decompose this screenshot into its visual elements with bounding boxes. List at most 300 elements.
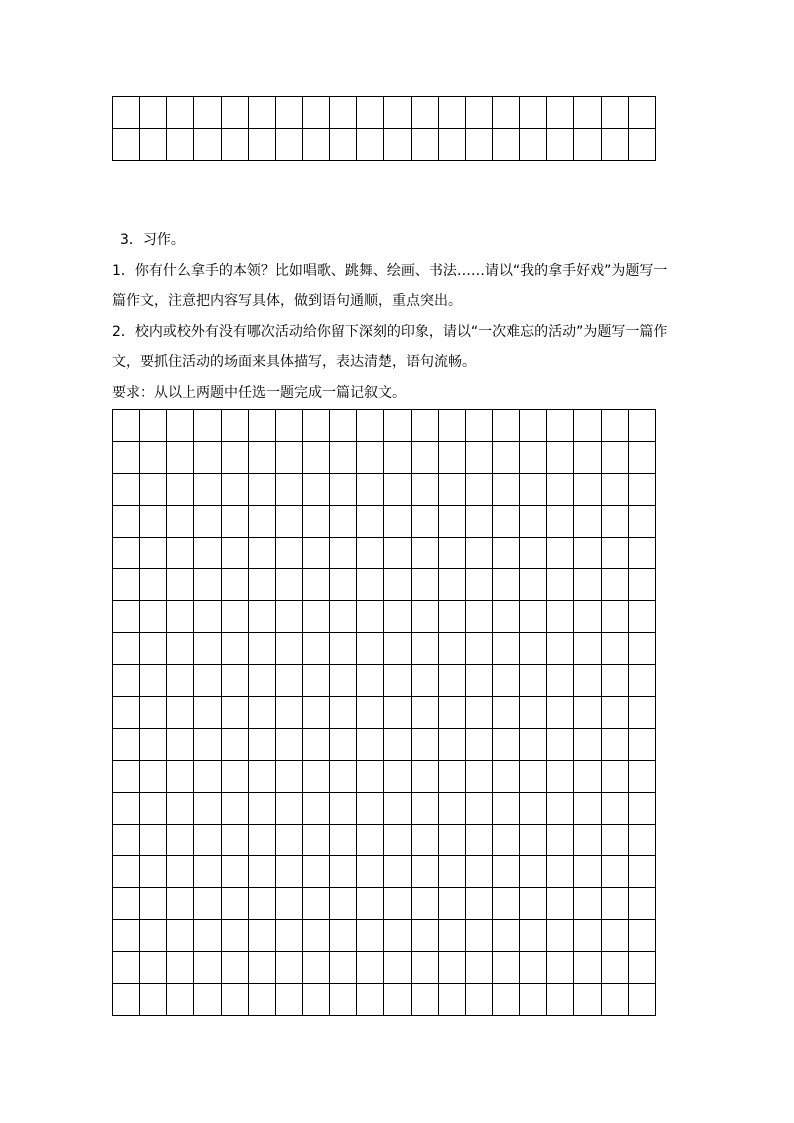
grid-cell[interactable] [520,984,547,1016]
grid-cell[interactable] [303,888,330,920]
grid-cell[interactable] [574,442,601,474]
grid-cell[interactable] [140,920,167,952]
grid-cell[interactable] [330,888,357,920]
grid-cell[interactable] [602,129,629,161]
grid-cell[interactable] [493,825,520,857]
grid-cell[interactable] [412,410,439,442]
grid-cell[interactable] [140,601,167,633]
grid-cell[interactable] [520,856,547,888]
grid-cell[interactable] [249,888,276,920]
grid-cell[interactable] [276,856,303,888]
grid-cell[interactable] [466,665,493,697]
grid-cell[interactable] [303,569,330,601]
grid-cell[interactable] [303,410,330,442]
grid-cell[interactable] [412,569,439,601]
grid-cell[interactable] [493,538,520,570]
grid-cell[interactable] [466,984,493,1016]
grid-cell[interactable] [194,442,221,474]
grid-cell[interactable] [140,474,167,506]
grid-cell[interactable] [629,920,656,952]
grid-cell[interactable] [357,888,384,920]
grid-cell[interactable] [520,601,547,633]
grid-cell[interactable] [466,633,493,665]
grid-cell[interactable] [330,920,357,952]
grid-cell[interactable] [167,442,194,474]
grid-cell[interactable] [547,129,574,161]
grid-cell[interactable] [493,729,520,761]
grid-cell[interactable] [547,633,574,665]
grid-cell[interactable] [384,761,411,793]
grid-cell[interactable] [547,761,574,793]
grid-cell[interactable] [629,506,656,538]
grid-cell[interactable] [303,442,330,474]
grid-cell[interactable] [276,506,303,538]
grid-cell[interactable] [547,856,574,888]
grid-cell[interactable] [194,984,221,1016]
grid-cell[interactable] [113,506,140,538]
grid-cell[interactable] [574,920,601,952]
grid-cell[interactable] [574,410,601,442]
grid-cell[interactable] [276,633,303,665]
grid-cell[interactable] [602,888,629,920]
grid-cell[interactable] [113,601,140,633]
grid-cell[interactable] [167,697,194,729]
grid-cell[interactable] [303,506,330,538]
grid-cell[interactable] [140,984,167,1016]
grid-cell[interactable] [113,633,140,665]
grid-cell[interactable] [493,442,520,474]
grid-cell[interactable] [602,665,629,697]
grid-cell[interactable] [167,952,194,984]
grid-cell[interactable] [357,97,384,129]
grid-cell[interactable] [439,920,466,952]
grid-cell[interactable] [439,984,466,1016]
grid-cell[interactable] [249,569,276,601]
grid-cell[interactable] [113,793,140,825]
grid-cell[interactable] [222,665,249,697]
grid-cell[interactable] [384,665,411,697]
grid-cell[interactable] [547,888,574,920]
grid-cell[interactable] [330,506,357,538]
grid-cell[interactable] [357,761,384,793]
grid-cell[interactable] [412,665,439,697]
grid-cell[interactable] [303,97,330,129]
grid-cell[interactable] [330,793,357,825]
grid-cell[interactable] [357,856,384,888]
grid-cell[interactable] [113,97,140,129]
grid-cell[interactable] [384,410,411,442]
grid-cell[interactable] [222,856,249,888]
grid-cell[interactable] [493,952,520,984]
grid-cell[interactable] [330,538,357,570]
grid-cell[interactable] [493,856,520,888]
grid-cell[interactable] [276,761,303,793]
grid-cell[interactable] [303,474,330,506]
grid-cell[interactable] [249,474,276,506]
grid-cell[interactable] [194,920,221,952]
grid-cell[interactable] [574,506,601,538]
grid-cell[interactable] [222,633,249,665]
grid-cell[interactable] [629,856,656,888]
grid-cell[interactable] [412,920,439,952]
grid-cell[interactable] [520,888,547,920]
grid-cell[interactable] [140,665,167,697]
grid-cell[interactable] [412,729,439,761]
grid-cell[interactable] [276,97,303,129]
grid-cell[interactable] [222,506,249,538]
grid-cell[interactable] [547,729,574,761]
grid-cell[interactable] [222,474,249,506]
grid-cell[interactable] [357,825,384,857]
grid-cell[interactable] [249,129,276,161]
grid-cell[interactable] [249,952,276,984]
grid-cell[interactable] [276,729,303,761]
grid-cell[interactable] [602,793,629,825]
grid-cell[interactable] [520,410,547,442]
grid-cell[interactable] [276,697,303,729]
grid-cell[interactable] [249,665,276,697]
grid-cell[interactable] [222,920,249,952]
grid-cell[interactable] [629,410,656,442]
grid-cell[interactable] [520,793,547,825]
grid-cell[interactable] [439,888,466,920]
grid-cell[interactable] [547,952,574,984]
grid-cell[interactable] [194,952,221,984]
grid-cell[interactable] [357,442,384,474]
grid-cell[interactable] [439,665,466,697]
grid-cell[interactable] [140,793,167,825]
grid-cell[interactable] [574,856,601,888]
grid-cell[interactable] [466,729,493,761]
grid-cell[interactable] [412,601,439,633]
grid-cell[interactable] [140,761,167,793]
grid-cell[interactable] [222,442,249,474]
grid-cell[interactable] [493,506,520,538]
grid-cell[interactable] [113,984,140,1016]
grid-cell[interactable] [602,729,629,761]
grid-cell[interactable] [466,410,493,442]
grid-cell[interactable] [194,506,221,538]
grid-cell[interactable] [547,984,574,1016]
grid-cell[interactable] [466,888,493,920]
grid-cell[interactable] [113,888,140,920]
grid-cell[interactable] [520,952,547,984]
grid-cell[interactable] [384,920,411,952]
grid-cell[interactable] [602,474,629,506]
grid-cell[interactable] [384,97,411,129]
grid-cell[interactable] [167,920,194,952]
grid-cell[interactable] [330,129,357,161]
grid-cell[interactable] [574,97,601,129]
grid-cell[interactable] [167,856,194,888]
grid-cell[interactable] [466,697,493,729]
grid-cell[interactable] [167,601,194,633]
grid-cell[interactable] [167,97,194,129]
grid-cell[interactable] [439,952,466,984]
grid-cell[interactable] [493,569,520,601]
grid-cell[interactable] [276,538,303,570]
grid-cell[interactable] [412,442,439,474]
grid-cell[interactable] [629,888,656,920]
grid-cell[interactable] [547,697,574,729]
grid-cell[interactable] [276,569,303,601]
grid-cell[interactable] [113,856,140,888]
grid-cell[interactable] [629,129,656,161]
grid-cell[interactable] [276,129,303,161]
grid-cell[interactable] [629,538,656,570]
grid-cell[interactable] [439,697,466,729]
grid-cell[interactable] [194,569,221,601]
grid-cell[interactable] [602,410,629,442]
grid-cell[interactable] [574,984,601,1016]
grid-cell[interactable] [194,633,221,665]
grid-cell[interactable] [303,729,330,761]
grid-cell[interactable] [574,729,601,761]
grid-cell[interactable] [520,474,547,506]
grid-cell[interactable] [140,129,167,161]
grid-cell[interactable] [493,793,520,825]
grid-cell[interactable] [222,952,249,984]
grid-cell[interactable] [222,601,249,633]
grid-cell[interactable] [629,569,656,601]
grid-cell[interactable] [249,856,276,888]
grid-cell[interactable] [629,793,656,825]
grid-cell[interactable] [140,506,167,538]
grid-cell[interactable] [194,97,221,129]
grid-cell[interactable] [357,984,384,1016]
grid-cell[interactable] [303,633,330,665]
grid-cell[interactable] [249,984,276,1016]
grid-cell[interactable] [194,761,221,793]
grid-cell[interactable] [547,474,574,506]
grid-cell[interactable] [330,601,357,633]
grid-cell[interactable] [222,410,249,442]
grid-cell[interactable] [574,761,601,793]
grid-cell[interactable] [140,856,167,888]
grid-cell[interactable] [113,442,140,474]
grid-cell[interactable] [466,129,493,161]
grid-cell[interactable] [547,793,574,825]
grid-cell[interactable] [547,410,574,442]
grid-cell[interactable] [547,506,574,538]
grid-cell[interactable] [520,129,547,161]
grid-cell[interactable] [412,793,439,825]
grid-cell[interactable] [466,920,493,952]
grid-cell[interactable] [113,538,140,570]
grid-cell[interactable] [384,506,411,538]
grid-cell[interactable] [194,697,221,729]
grid-cell[interactable] [412,97,439,129]
grid-cell[interactable] [167,825,194,857]
grid-cell[interactable] [384,442,411,474]
grid-cell[interactable] [602,569,629,601]
grid-cell[interactable] [574,129,601,161]
grid-cell[interactable] [276,601,303,633]
grid-cell[interactable] [357,506,384,538]
grid-cell[interactable] [167,410,194,442]
grid-cell[interactable] [357,538,384,570]
grid-cell[interactable] [249,761,276,793]
grid-cell[interactable] [249,920,276,952]
grid-cell[interactable] [194,129,221,161]
grid-cell[interactable] [330,474,357,506]
grid-cell[interactable] [194,538,221,570]
grid-cell[interactable] [493,665,520,697]
grid-cell[interactable] [303,129,330,161]
grid-cell[interactable] [276,920,303,952]
grid-cell[interactable] [439,793,466,825]
grid-cell[interactable] [547,569,574,601]
grid-cell[interactable] [547,601,574,633]
grid-cell[interactable] [140,410,167,442]
grid-cell[interactable] [412,633,439,665]
grid-cell[interactable] [602,601,629,633]
grid-cell[interactable] [439,729,466,761]
grid-cell[interactable] [303,538,330,570]
grid-cell[interactable] [574,888,601,920]
grid-cell[interactable] [547,920,574,952]
grid-cell[interactable] [167,538,194,570]
grid-cell[interactable] [574,697,601,729]
grid-cell[interactable] [113,410,140,442]
grid-cell[interactable] [384,793,411,825]
grid-cell[interactable] [520,633,547,665]
grid-cell[interactable] [466,856,493,888]
grid-cell[interactable] [140,888,167,920]
grid-cell[interactable] [276,825,303,857]
grid-cell[interactable] [303,952,330,984]
grid-cell[interactable] [249,601,276,633]
grid-cell[interactable] [384,729,411,761]
grid-cell[interactable] [357,474,384,506]
grid-cell[interactable] [140,697,167,729]
grid-cell[interactable] [384,697,411,729]
grid-cell[interactable] [113,665,140,697]
grid-cell[interactable] [330,729,357,761]
grid-cell[interactable] [439,761,466,793]
grid-cell[interactable] [357,410,384,442]
grid-cell[interactable] [357,952,384,984]
grid-cell[interactable] [222,761,249,793]
grid-cell[interactable] [493,697,520,729]
grid-cell[interactable] [574,569,601,601]
grid-cell[interactable] [194,474,221,506]
grid-cell[interactable] [330,97,357,129]
grid-cell[interactable] [276,442,303,474]
grid-cell[interactable] [493,129,520,161]
grid-cell[interactable] [439,474,466,506]
grid-cell[interactable] [167,761,194,793]
grid-cell[interactable] [629,601,656,633]
grid-cell[interactable] [357,569,384,601]
grid-cell[interactable] [574,601,601,633]
grid-cell[interactable] [330,633,357,665]
grid-cell[interactable] [140,538,167,570]
grid-cell[interactable] [439,410,466,442]
grid-cell[interactable] [167,129,194,161]
grid-cell[interactable] [574,538,601,570]
grid-cell[interactable] [629,729,656,761]
grid-cell[interactable] [439,506,466,538]
grid-cell[interactable] [194,665,221,697]
grid-cell[interactable] [412,538,439,570]
grid-cell[interactable] [629,665,656,697]
grid-cell[interactable] [493,984,520,1016]
grid-cell[interactable] [466,474,493,506]
grid-cell[interactable] [194,793,221,825]
grid-cell[interactable] [466,97,493,129]
grid-cell[interactable] [384,129,411,161]
grid-cell[interactable] [439,129,466,161]
grid-cell[interactable] [249,410,276,442]
grid-cell[interactable] [113,920,140,952]
grid-cell[interactable] [113,761,140,793]
grid-cell[interactable] [466,761,493,793]
grid-cell[interactable] [222,97,249,129]
grid-cell[interactable] [629,442,656,474]
grid-cell[interactable] [547,825,574,857]
grid-cell[interactable] [222,697,249,729]
grid-cell[interactable] [194,888,221,920]
grid-cell[interactable] [629,761,656,793]
grid-cell[interactable] [547,97,574,129]
grid-cell[interactable] [602,761,629,793]
grid-cell[interactable] [303,825,330,857]
grid-cell[interactable] [629,697,656,729]
grid-cell[interactable] [466,442,493,474]
grid-cell[interactable] [439,538,466,570]
grid-cell[interactable] [330,410,357,442]
grid-cell[interactable] [222,569,249,601]
grid-cell[interactable] [194,601,221,633]
grid-cell[interactable] [574,633,601,665]
grid-cell[interactable] [249,793,276,825]
grid-cell[interactable] [357,601,384,633]
grid-cell[interactable] [493,761,520,793]
grid-cell[interactable] [629,97,656,129]
grid-cell[interactable] [249,633,276,665]
grid-cell[interactable] [249,97,276,129]
grid-cell[interactable] [520,697,547,729]
grid-cell[interactable] [249,538,276,570]
grid-cell[interactable] [330,442,357,474]
grid-cell[interactable] [276,888,303,920]
grid-cell[interactable] [384,825,411,857]
grid-cell[interactable] [113,952,140,984]
grid-cell[interactable] [330,569,357,601]
grid-cell[interactable] [113,729,140,761]
grid-cell[interactable] [113,825,140,857]
grid-cell[interactable] [384,888,411,920]
grid-cell[interactable] [412,474,439,506]
grid-cell[interactable] [276,410,303,442]
grid-cell[interactable] [330,697,357,729]
grid-cell[interactable] [222,538,249,570]
grid-cell[interactable] [602,506,629,538]
grid-cell[interactable] [602,538,629,570]
grid-cell[interactable] [330,952,357,984]
grid-cell[interactable] [357,920,384,952]
grid-cell[interactable] [384,952,411,984]
grid-cell[interactable] [222,793,249,825]
grid-cell[interactable] [276,952,303,984]
grid-cell[interactable] [602,856,629,888]
grid-cell[interactable] [167,888,194,920]
grid-cell[interactable] [357,665,384,697]
grid-cell[interactable] [439,442,466,474]
grid-cell[interactable] [439,633,466,665]
grid-cell[interactable] [412,697,439,729]
